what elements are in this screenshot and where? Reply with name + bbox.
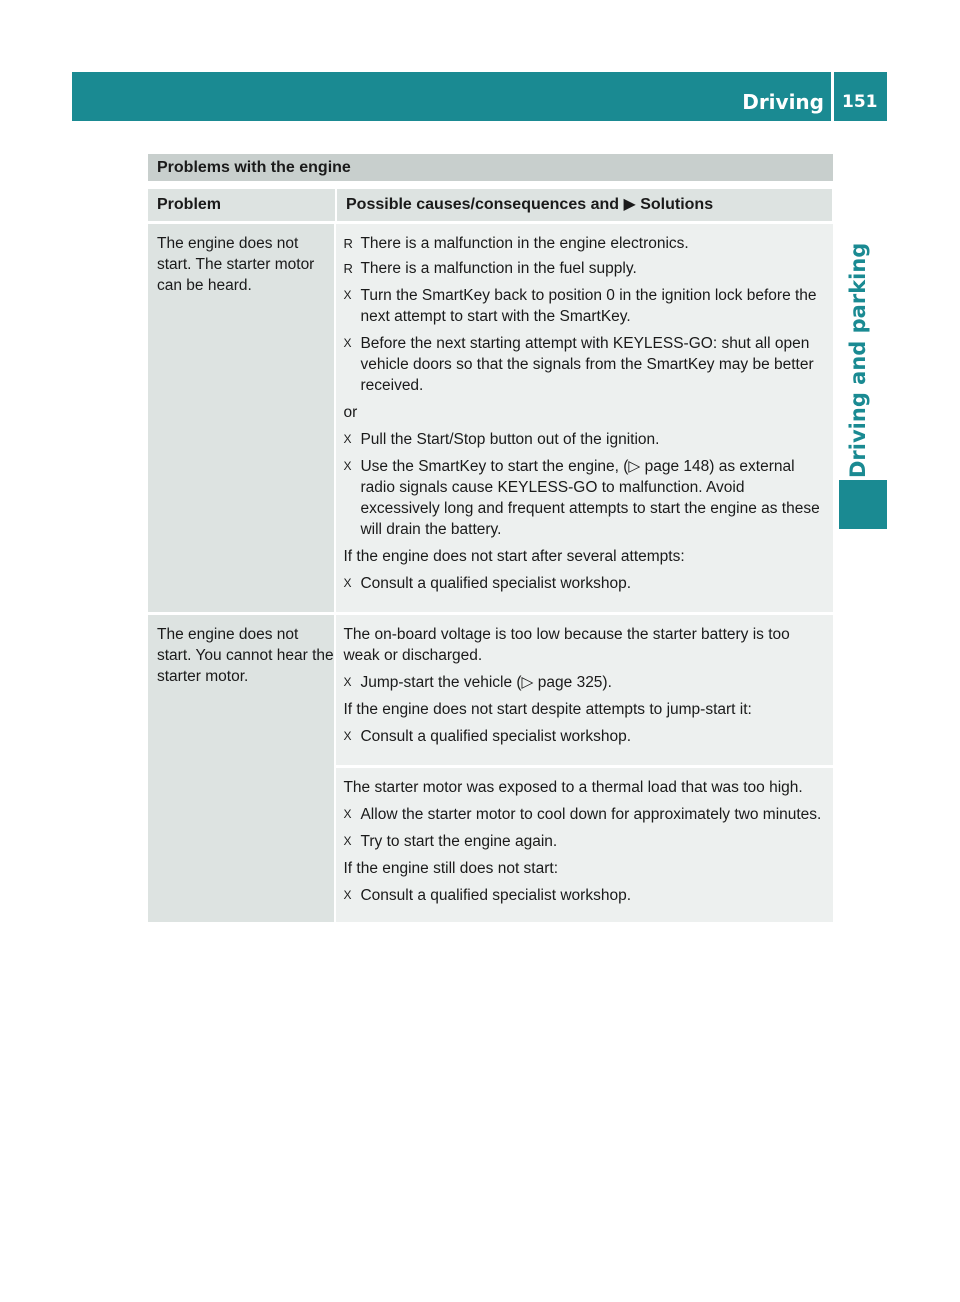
list-item: R There is a malfunction in the engine electronics.	[343, 235, 689, 252]
list-item: X Consult a qualified specialist workshop.	[343, 887, 631, 904]
list-item: X Use the SmartKey to start the engine, (▷ page 148) as external radio signals cause KEYLESS-GO to malfunction. Avoid excessively long and frequent attempts to start the engine as these will drain the battery.	[343, 458, 820, 538]
list-item: X Try to start the engine again.	[343, 833, 558, 850]
header-title: Driving	[742, 90, 824, 114]
action-arrow-icon: X	[343, 675, 352, 689]
page-number: 151	[842, 92, 878, 112]
list-item: X Allow the starter motor to cool down for approximately two minutes.	[343, 806, 822, 823]
list-item: X Consult a qualified specialist workshop.	[343, 575, 631, 592]
action-arrow-icon: X	[343, 888, 352, 902]
side-tab-label: Driving and parking	[846, 242, 870, 478]
list-item: R There is a malfunction in the fuel supply.	[343, 260, 637, 277]
problems-table	[148, 154, 833, 925]
column-header-problem: Problem	[148, 189, 335, 221]
list-item: X Pull the Start/Stop button out of the ignition.	[343, 431, 660, 448]
table-title: Problems with the engine	[148, 154, 833, 181]
list-item: X Before the next starting attempt with KEYLESS-GO: shut all open vehicle doors so that the signals from the SmartKey may be better received.	[343, 335, 814, 394]
text-line: If the engine does not start despite attempts to jump-start it:	[343, 701, 752, 718]
list-item: X Jump-start the vehicle (▷ page 325).	[343, 674, 612, 691]
solutions-cell	[336, 224, 833, 612]
solutions-cell	[336, 615, 833, 765]
header-bar	[72, 72, 887, 121]
text-line: If the engine does not start after several attempts:	[343, 548, 685, 565]
solutions-cell	[336, 768, 833, 922]
list-item: X Turn the SmartKey back to position 0 in the ignition lock before the next attempt to start with the SmartKey.	[343, 287, 817, 325]
action-arrow-icon: X	[343, 834, 352, 848]
table-row	[148, 224, 833, 612]
action-arrow-icon: X	[343, 336, 352, 350]
list-item: X Consult a qualified specialist workshop.	[343, 728, 631, 745]
bullet-icon: R	[343, 236, 353, 251]
action-arrow-icon: X	[343, 807, 352, 821]
table-row	[148, 615, 833, 922]
bullet-icon: R	[343, 261, 353, 276]
action-arrow-icon: X	[343, 432, 352, 446]
problem-cell: The engine does not start. You cannot hear the starter motor.	[148, 615, 334, 922]
text-line: The starter motor was exposed to a thermal load that was too high.	[343, 779, 803, 796]
action-arrow-icon: X	[343, 576, 352, 590]
text-line: The on-board voltage is too low because the starter battery is too weak or discharged.	[343, 626, 790, 664]
text-line: If the engine still does not start:	[343, 860, 559, 877]
column-header-solutions: Possible causes/consequences and ▶ Solutions	[337, 189, 832, 221]
side-tab-marker	[839, 480, 887, 529]
table-header-row	[148, 189, 833, 221]
action-arrow-icon: X	[343, 729, 352, 743]
problem-cell: The engine does not start. The starter motor can be heard.	[148, 224, 334, 612]
header-separator	[831, 72, 834, 121]
action-arrow-icon: X	[343, 459, 352, 473]
text-line: or	[343, 404, 358, 421]
action-arrow-icon: X	[343, 288, 352, 302]
